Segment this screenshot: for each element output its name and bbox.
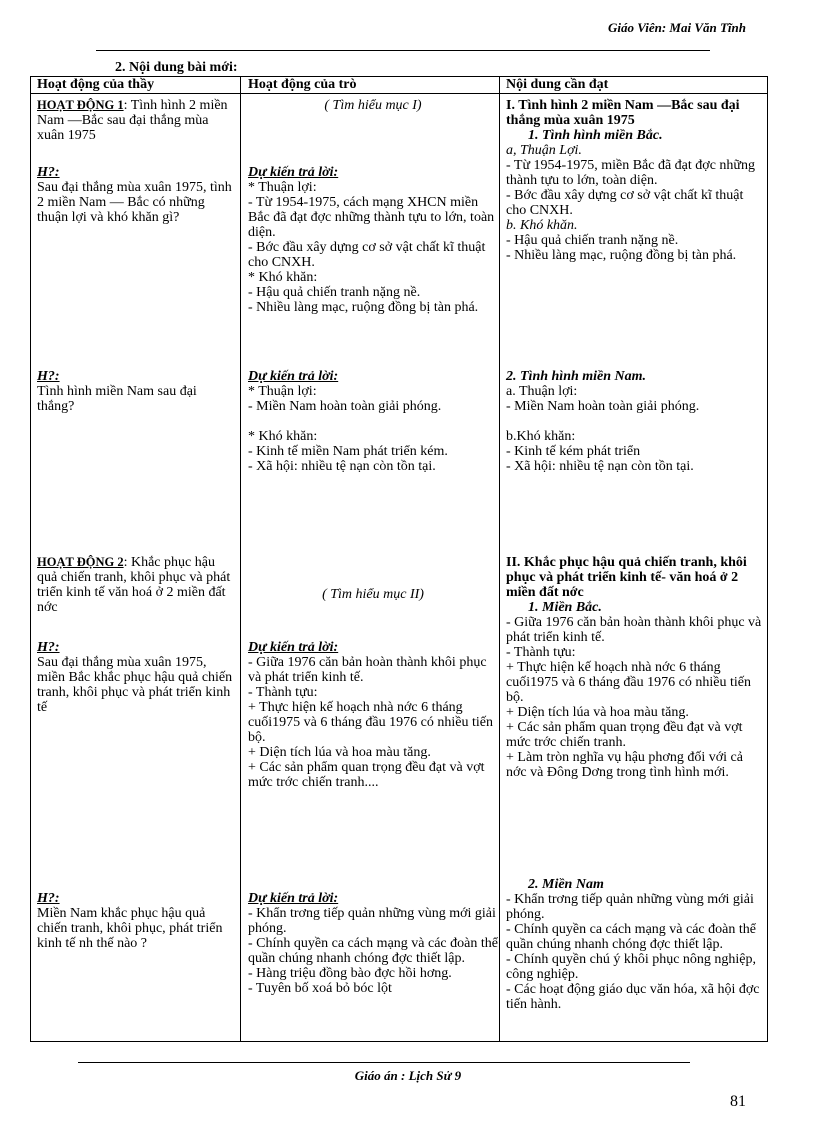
content-heading: I. Tình hình 2 miền Nam —Bắc sau đại thắng mùa xuân 1975 (506, 98, 740, 128)
content-line: - Các hoạt động giáo dục văn hóa, xã hội đợc tiến hành. (506, 982, 760, 1012)
answer-line: - Hậu quả chiến tranh nặng nề. (248, 285, 421, 300)
question-label: H?: (37, 165, 60, 180)
content-line: + Thực hiện kế hoạch nhà nớc 6 tháng cuối1975 và 6 tháng đầu 1976 có nhiều tiến bộ. (506, 660, 751, 705)
answer-line: - Miền Nam hoàn toàn giải phóng. (248, 399, 442, 414)
section-2-prompt: ( Tìm hiểu mục II) (322, 587, 424, 602)
content-line: - Kinh tế kém phát triển (506, 444, 641, 459)
column-divider (240, 77, 241, 1041)
expected-answer-3 (248, 640, 498, 790)
activity-1-label: HOẠT ĐỘNG 1 (37, 98, 124, 112)
content-subheading: 1. Tình hình miền Bắc. (528, 128, 663, 143)
question-1 (37, 165, 237, 225)
content-label: a, Thuận Lợi. (506, 143, 582, 158)
header-student-activity: Hoạt động của trò (248, 77, 357, 92)
content-heading: II. Khắc phục hậu quả chiến tranh, khôi phục và phát triển kinh tế- văn hoá ở 2 miền đất nớc (506, 555, 747, 600)
content-line: - Khẩn trơng tiếp quản những vùng mới giải phóng. (506, 892, 754, 922)
activity-2 (37, 555, 237, 615)
answer-line: - Khẩn trơng tiếp quản những vùng mới giải phóng. (248, 906, 496, 936)
page-number: 81 (730, 1093, 746, 1110)
question-4 (37, 891, 237, 951)
section-title: 2. Nội dung bài mới: (115, 60, 238, 75)
answer-line: * Khó khăn: (248, 429, 318, 444)
answer-line: + Các sản phẩm quan trọng đều đạt và vợt mức trớc chiến tranh.... (248, 760, 485, 790)
expected-answer-title: Dự kiến trả lời: (248, 891, 339, 906)
activity-2-title: : Khắc phục hậu quả chiến tranh, khôi phục và phát triển kinh tế văn hoá ở 2 miền đất nớc (37, 555, 231, 615)
table-header-row (31, 77, 767, 94)
answer-line: - Nhiều làng mạc, ruộng đồng bị tàn phá. (248, 300, 479, 315)
content-line: - Bớc đầu xây dựng cơ sở vật chất kĩ thuật cho CNXH. (506, 188, 744, 218)
content-line: - Miền Nam hoàn toàn giải phóng. (506, 399, 700, 414)
activity-1-title: : Tình hình 2 miền Nam —Bắc sau đại thắng mùa xuân 1975 (37, 98, 228, 143)
teacher-header: Giáo Viên: Mai Văn Tĩnh (608, 20, 746, 35)
footer-rule (78, 1062, 690, 1063)
question-label: H?: (37, 891, 60, 906)
question-label: H?: (37, 640, 60, 655)
answer-line: - Tuyên bố xoá bỏ bóc lột (248, 981, 392, 996)
content-line: + Diện tích lúa và hoa màu tăng. (506, 705, 689, 720)
content-heading: 2. Tình hình miền Nam. (506, 369, 647, 384)
answer-line: - Thành tựu: (248, 685, 318, 700)
header-teacher-activity: Hoạt động của thầy (37, 77, 155, 92)
activity-1 (37, 98, 237, 143)
answer-line: - Hàng triệu đồng bào đợc hồi hơng. (248, 966, 452, 981)
footer-title: Giáo án : Lịch Sử 9 (354, 1068, 462, 1083)
expected-answer-1 (248, 165, 498, 315)
content-line: - Nhiều làng mạc, ruộng đồng bị tàn phá. (506, 248, 737, 263)
answer-line: + Diện tích lúa và hoa màu tăng. (248, 745, 431, 760)
header-rule (96, 50, 710, 51)
answer-line: - Giữa 1976 căn bản hoàn thành khôi phục và phát triển kinh tế. (248, 655, 487, 685)
content-line: - Giữa 1976 căn bản hoàn thành khôi phục và phát triển kinh tế. (506, 615, 762, 645)
content-line: - Xã hội: nhiều tệ nạn còn tồn tại. (506, 459, 694, 474)
question-2 (37, 369, 237, 414)
content-line: b.Khó khăn: (506, 429, 576, 444)
answer-line: - Chính quyền ca cách mạng và các đoàn thể quần chúng nhanh chóng đợc thiết lập. (248, 936, 498, 966)
answer-line: * Khó khăn: (248, 270, 318, 285)
content-line: - Chính quyền ca cách mạng và các đoàn thể quần chúng nhanh chóng đợc thiết lập. (506, 922, 756, 952)
expected-answer-title: Dự kiến trả lời: (248, 369, 339, 384)
expected-answer-title: Dự kiến trả lời: (248, 640, 339, 655)
content-line: + Làm tròn nghĩa vụ hậu phơng đối với cả nớc và Đông Dơng trong tình hình mới. (506, 750, 743, 780)
answer-line: - Xã hội: nhiều tệ nạn còn tồn tại. (248, 459, 436, 474)
column-divider (499, 77, 500, 1041)
question-label: H?: (37, 369, 60, 384)
content-section-1 (506, 98, 764, 263)
content-line: a. Thuận lợi: (506, 384, 578, 399)
answer-line: * Thuận lợi: (248, 384, 317, 399)
activity-2-label: HOẠT ĐỘNG 2 (37, 555, 124, 569)
expected-answer-4 (248, 891, 498, 996)
content-line: - Từ 1954-1975, miền Bắc đã đạt đợc những thành tựu to lớn, toàn diện. (506, 158, 755, 188)
content-line: - Thành tựu: (506, 645, 576, 660)
section-1-prompt: ( Tìm hiểu mục I) (324, 98, 422, 113)
question-text: Sau đại thắng mùa xuân 1975, tình 2 miền Nam — Bắc có những thuận lợi và khó khăn gì? (37, 180, 232, 225)
answer-line: * Thuận lợi: (248, 180, 317, 195)
question-text: Tình hình miền Nam sau đại thắng? (37, 384, 197, 414)
answer-line: - Từ 1954-1975, cách mạng XHCN miền Bắc đã đạt đợc những thành tựu to lớn, toàn diện. (248, 195, 495, 240)
question-text: Miền Nam khắc phục hậu quả chiến tranh, khôi phục, phát triển kinh tế nh thế nào ? (37, 906, 223, 951)
question-3 (37, 640, 237, 715)
content-line: - Hậu quả chiến tranh nặng nề. (506, 233, 679, 248)
content-subheading: 1. Miền Bắc. (528, 600, 602, 615)
expected-answer-title: Dự kiến trả lời: (248, 165, 339, 180)
answer-line: - Bớc đầu xây dựng cơ sở vật chất kĩ thuật cho CNXH. (248, 240, 486, 270)
header-required-content: Nội dung cần đạt (506, 77, 609, 92)
content-section-4 (506, 877, 764, 1012)
question-text: Sau đại thắng mùa xuân 1975, miền Bắc khắc phục hậu quả chiến tranh, khôi phục và phát triển kinh tế (37, 655, 233, 715)
answer-line: - Kinh tế miền Nam phát triển kém. (248, 444, 448, 459)
content-line: - Chính quyền chú ý khôi phục nông nghiệp, công nghiệp. (506, 952, 757, 982)
content-subheading: 2. Miền Nam (528, 877, 604, 892)
content-section-3 (506, 555, 764, 780)
content-section-2 (506, 369, 764, 474)
expected-answer-2 (248, 369, 498, 474)
answer-line: + Thực hiện kế hoạch nhà nớc 6 tháng cuối1975 và 6 tháng đầu 1976 có nhiều tiến bộ. (248, 700, 493, 745)
lesson-table (30, 76, 768, 1042)
content-label: b. Khó khăn. (506, 218, 578, 233)
content-line: + Các sản phẩm quan trọng đều đạt và vợt mức trớc chiến tranh. (506, 720, 743, 750)
